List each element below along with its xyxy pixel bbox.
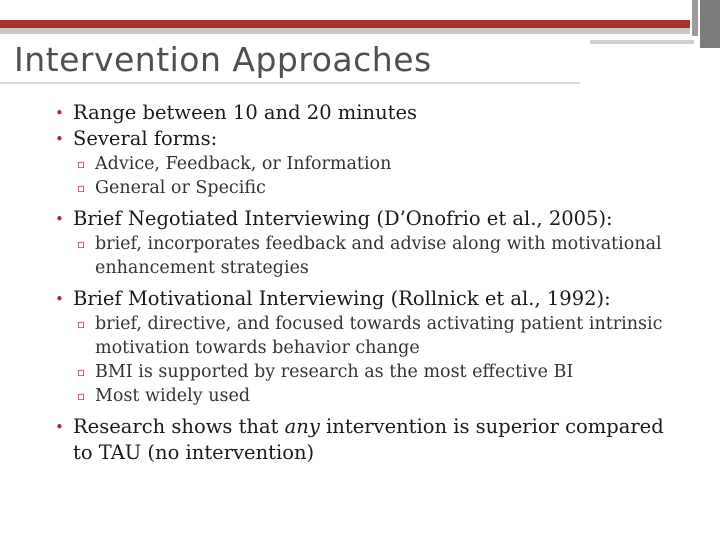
bullet-text: Range between 10 and 20 minutes xyxy=(73,101,418,124)
accent-stripe xyxy=(0,20,690,28)
bullet-item xyxy=(55,126,675,152)
sub-bullet-text: brief, directive, and focused towards activating patient intrinsic motivation towards behavior change xyxy=(95,314,663,358)
bullet-text: Several forms: xyxy=(73,127,218,150)
bullet-text-pre: Research shows that xyxy=(73,415,285,438)
bullet-text: Brief Negotiated Interviewing (D’Onofrio et al., 2005): xyxy=(73,207,613,230)
sub-bullet-text: General or Specific xyxy=(95,178,266,198)
sub-bullet-square-icon: ▫ xyxy=(77,181,86,195)
title-side-rule xyxy=(590,40,694,44)
slide-title: Intervention Approaches xyxy=(14,40,432,79)
sub-bullet-square-icon: ▫ xyxy=(77,157,86,171)
bullet-item xyxy=(55,100,675,126)
sub-bullet-text: BMI is supported by research as the most effective BI xyxy=(95,362,574,382)
header-corner-accent-inner xyxy=(692,0,698,36)
bullet-dot-icon: • xyxy=(55,210,64,228)
header-divider xyxy=(0,28,690,34)
bullet-item xyxy=(55,206,675,232)
sub-bullet-text: Advice, Feedback, or Information xyxy=(95,154,392,174)
bullet-dot-icon: • xyxy=(55,418,64,436)
sub-bullet-item xyxy=(55,232,675,280)
header-corner-accent xyxy=(700,0,720,48)
sub-bullet-item xyxy=(55,176,675,200)
sub-bullet-text: Most widely used xyxy=(95,386,251,406)
sub-bullet-item xyxy=(55,384,675,408)
sub-bullet-square-icon: ▫ xyxy=(77,389,86,403)
bullet-text-emphasis: any xyxy=(284,415,320,438)
bullet-item xyxy=(55,414,675,466)
sub-bullet-item xyxy=(55,360,675,384)
sub-bullet-square-icon: ▫ xyxy=(77,365,86,379)
sub-bullet-square-icon: ▫ xyxy=(77,237,86,251)
sub-bullet-text: brief, incorporates feedback and advise along with motivational enhancement strategies xyxy=(95,234,662,278)
sub-bullet-square-icon: ▫ xyxy=(77,317,86,331)
sub-bullet-item xyxy=(55,312,675,360)
slide-body xyxy=(55,100,675,466)
bullet-dot-icon: • xyxy=(55,290,64,308)
bullet-text: Brief Motivational Interviewing (Rollnick et al., 1992): xyxy=(73,287,611,310)
sub-bullet-item xyxy=(55,152,675,176)
bullet-dot-icon: • xyxy=(55,130,64,148)
bullet-item xyxy=(55,286,675,312)
title-underline xyxy=(0,82,580,84)
bullet-dot-icon: • xyxy=(55,104,64,122)
bullet-text-post: intervention is superior compared to TAU (no intervention) xyxy=(73,415,664,464)
